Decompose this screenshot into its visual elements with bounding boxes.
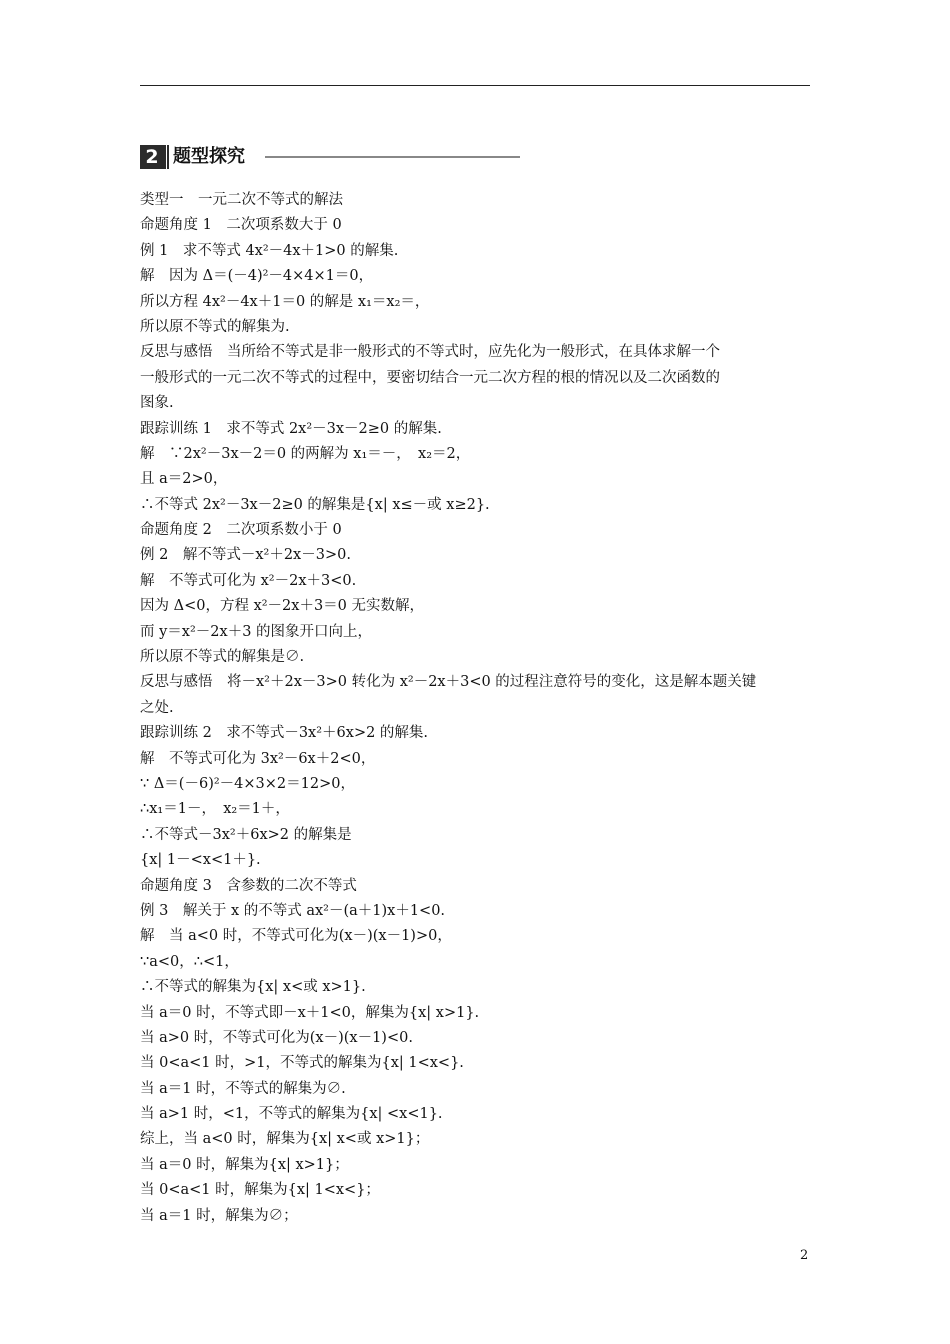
text-line: 当 a＝1 时，不等式的解集为∅. <box>140 1080 346 1097</box>
section-title-rule <box>265 156 520 158</box>
text-line: {x| 1－<x<1＋}. <box>140 852 261 869</box>
text-line: 解 当 a<0 时，不等式可化为(x－)(x－1)>0， <box>140 928 452 945</box>
text-line: 跟踪训练 2 求不等式－3x²＋6x>2 的解集. <box>140 725 429 742</box>
text-line: 当 a＝1 时，解集为∅； <box>140 1207 298 1224</box>
text-line: ∴不等式－3x²＋6x>2 的解集是 <box>140 826 352 843</box>
text-line: 解 ∵2x²－3x－2＝0 的两解为 x₁＝－， x₂＝2， <box>140 445 471 462</box>
text-line: 解 不等式可化为 x²－2x＋3<0. <box>140 572 357 589</box>
text-line: 所以原不等式的解集为. <box>140 318 290 335</box>
text-line: ∴不等式的解集为{x| x<或 x>1}. <box>140 979 366 996</box>
text-line: 解 不等式可化为 3x²－6x＋2<0， <box>140 750 376 767</box>
section-number-badge: 2 <box>140 145 164 169</box>
text-line: 例 2 解不等式－x²＋2x－3>0. <box>140 547 351 564</box>
text-line: 例 3 解关于 x 的不等式 ax²－(a＋1)x＋1<0. <box>140 902 446 919</box>
text-line: 解 因为 Δ＝(－4)²－4×4×1＝0， <box>140 268 374 285</box>
text-line: 图象. <box>140 395 174 412</box>
text-line: ∵a<0，∴<1， <box>140 953 239 970</box>
text-line: 一般形式的一元二次不等式的过程中，要密切结合一元二次方程的根的情况以及二次函数的 <box>140 369 720 386</box>
text-line: ∴不等式 2x²－3x－2≥0 的解集是{x| x≤－或 x≥2}. <box>140 496 490 513</box>
text-line: 之处. <box>140 699 174 716</box>
text-line: 所以方程 4x²－4x＋1＝0 的解是 x₁＝x₂＝， <box>140 293 430 310</box>
text-line: ∵ Δ＝(－6)²－4×3×2＝12>0， <box>140 775 355 792</box>
text-line: 所以原不等式的解集是∅. <box>140 649 305 666</box>
text-line: 当 a>1 时，<1，不等式的解集为{x| <x<1}. <box>140 1106 443 1123</box>
text-line: 跟踪训练 1 求不等式 2x²－3x－2≥0 的解集. <box>140 420 442 437</box>
text-line: 当 0<a<1 时，>1，不等式的解集为{x| 1<x<}. <box>140 1055 464 1072</box>
page-number: 2 <box>800 1248 809 1263</box>
text-line: 当 a＝0 时，解集为{x| x>1}； <box>140 1156 349 1173</box>
text-line: 当 a＝0 时，不等式即－x＋1<0，解集为{x| x>1}. <box>140 1004 480 1021</box>
text-line: 且 a＝2>0， <box>140 471 228 488</box>
text-line: 当 a>0 时，不等式可化为(x－)(x－1)<0. <box>140 1029 413 1046</box>
text-line: ∴x₁＝1－， x₂＝1＋， <box>140 801 290 818</box>
section-title: 题型探究 <box>173 146 245 167</box>
text-line: 命题角度 1 二次项系数大于 0 <box>140 217 342 234</box>
text-line: 类型一 一元二次不等式的解法 <box>140 192 343 208</box>
text-line: 反思与感悟 将－x²＋2x－3>0 转化为 x²－2x＋3<0 的过程注意符号的变化，这是解本题关键 <box>140 674 757 691</box>
text-line: 命题角度 2 二次项系数小于 0 <box>140 522 342 539</box>
text-line: 反思与感悟 当所给不等式是非一般形式的不等式时，应先化为一般形式，在具体求解一个 <box>140 344 720 361</box>
text-line: 综上，当 a<0 时，解集为{x| x<或 x>1}； <box>140 1131 430 1148</box>
section-header <box>140 145 520 169</box>
text-line: 命题角度 3 含参数的二次不等式 <box>140 877 357 894</box>
text-line: 而 y＝x²－2x＋3 的图象开口向上， <box>140 623 373 640</box>
text-line: 因为 Δ<0，方程 x²－2x＋3＝0 无实数解， <box>140 598 425 615</box>
text-line: 当 0<a<1 时，解集为{x| 1<x<}； <box>140 1182 380 1199</box>
text-line: 例 1 求不等式 4x²－4x＋1>0 的解集. <box>140 242 399 259</box>
document-body <box>140 188 820 1229</box>
top-rule <box>140 85 810 86</box>
